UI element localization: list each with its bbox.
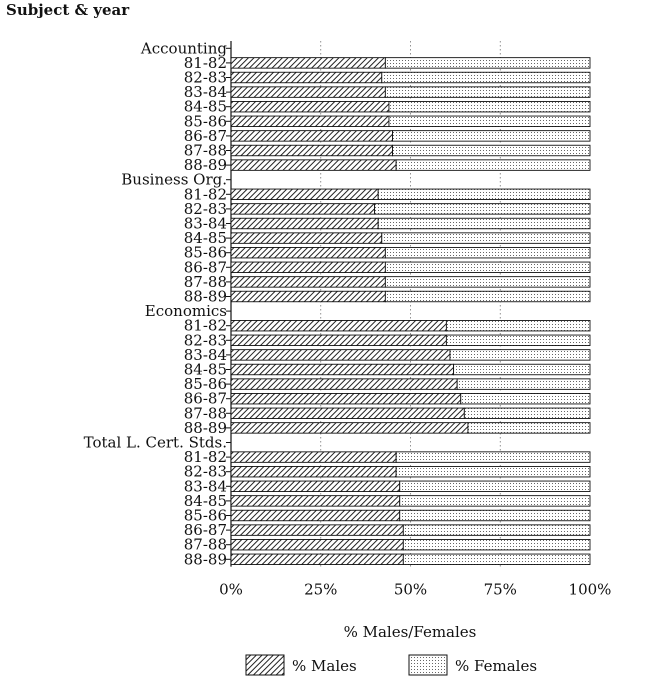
year-label: 87-88 [183,141,227,160]
year-label: 88-89 [183,418,227,437]
bar-females [393,131,590,142]
year-label: 85-86 [183,243,227,262]
year-label: 86-87 [183,389,227,408]
bar-males [231,247,385,258]
year-label: 83-84 [183,214,227,233]
year-label: 82-83 [183,68,227,87]
bar-males [231,364,454,375]
year-label: 88-89 [183,550,227,569]
bar-males [231,72,382,83]
bar-females [385,87,590,98]
year-label: 84-85 [183,491,227,510]
bar-females [403,539,590,550]
y-axis-header: Subject & year [6,1,130,19]
bar-males [231,350,450,361]
bar-males [231,408,464,419]
bar-females [468,423,590,434]
x-tick-label: 25% [304,580,338,599]
year-label: 85-86 [183,506,227,525]
bar-females [457,379,590,390]
year-label: 83-84 [183,345,227,364]
year-label: 88-89 [183,156,227,175]
bar-males [231,218,378,229]
bar-females [375,204,590,215]
year-label: 84-85 [183,360,227,379]
bar-females [400,510,590,521]
bar-males [231,525,403,536]
bar-females [385,58,590,69]
bar-females [403,554,590,565]
x-tick-label: 50% [393,580,428,599]
bar-males [231,320,446,331]
bar-females [385,247,590,258]
bar-males [231,262,385,273]
bar-males [231,335,446,346]
legend-swatch-males [246,655,284,675]
x-tick-label: 0% [219,580,243,599]
year-label: 87-88 [183,535,227,554]
bar-females [454,364,590,375]
bar-females [396,452,590,463]
bar-females [446,320,590,331]
bar-females [446,335,590,346]
year-label: 86-87 [183,126,227,145]
group-label: Economics [144,302,227,321]
bar-males [231,87,385,98]
year-label: 84-85 [183,97,227,116]
year-label: 85-86 [183,112,227,131]
year-label: 88-89 [183,287,227,306]
bar-males [231,145,393,156]
bar-females [464,408,590,419]
plot-area [84,39,612,598]
x-axis-title: % Males/Females [343,623,477,641]
year-label: 82-83 [183,462,227,481]
bar-males [231,291,385,302]
bar-males [231,233,382,244]
bar-males [231,189,378,200]
bar-males [231,116,389,127]
bar-females [396,160,590,171]
year-label: 81-82 [183,185,227,204]
legend-swatch-females [409,655,447,675]
bar-females [450,350,590,361]
bar-females [400,481,590,492]
bar-females [378,218,590,229]
bar-males [231,393,461,404]
bar-males [231,101,389,112]
year-label: 81-82 [183,316,227,335]
year-label: 82-83 [183,199,227,218]
bar-males [231,496,400,507]
bar-males [231,131,393,142]
year-label: 87-88 [183,404,227,423]
group-label: Total L. Cert. Stds. [83,433,227,452]
bar-females [385,277,590,288]
bar-females [385,291,590,302]
bar-females [400,496,590,507]
bar-males [231,204,375,215]
bar-males [231,277,385,288]
year-label: 81-82 [183,53,227,72]
year-label: 83-84 [183,83,227,102]
bar-females [393,145,590,156]
bar-females [461,393,590,404]
bar-females [382,72,590,83]
group-label: Business Org. [121,170,227,189]
legend-label-males: % Males [292,657,357,675]
group-label: Accounting [140,39,227,58]
x-tick-label: 75% [483,580,517,599]
bar-males [231,539,403,550]
bar-females [403,525,590,536]
legend [246,655,537,675]
year-label: 87-88 [183,272,227,291]
bar-females [385,262,590,273]
bar-males [231,160,396,171]
bar-males [231,554,403,565]
year-label: 81-82 [183,448,227,467]
bar-males [231,58,385,69]
bar-males [231,423,468,434]
bar-females [389,101,590,112]
legend-label-females: % Females [455,657,538,675]
bar-males [231,481,400,492]
year-label: 83-84 [183,477,227,496]
bar-females [389,116,590,127]
bar-males [231,379,457,390]
year-label: 84-85 [183,229,227,248]
bar-males [231,510,400,521]
bar-females [396,466,590,477]
bar-females [382,233,590,244]
x-tick-label: 100% [568,580,612,599]
year-label: 82-83 [183,331,227,350]
year-label: 86-87 [183,521,227,540]
bar-males [231,466,396,477]
year-label: 85-86 [183,375,227,394]
bar-males [231,452,396,463]
bar-females [378,189,590,200]
year-label: 86-87 [183,258,227,277]
